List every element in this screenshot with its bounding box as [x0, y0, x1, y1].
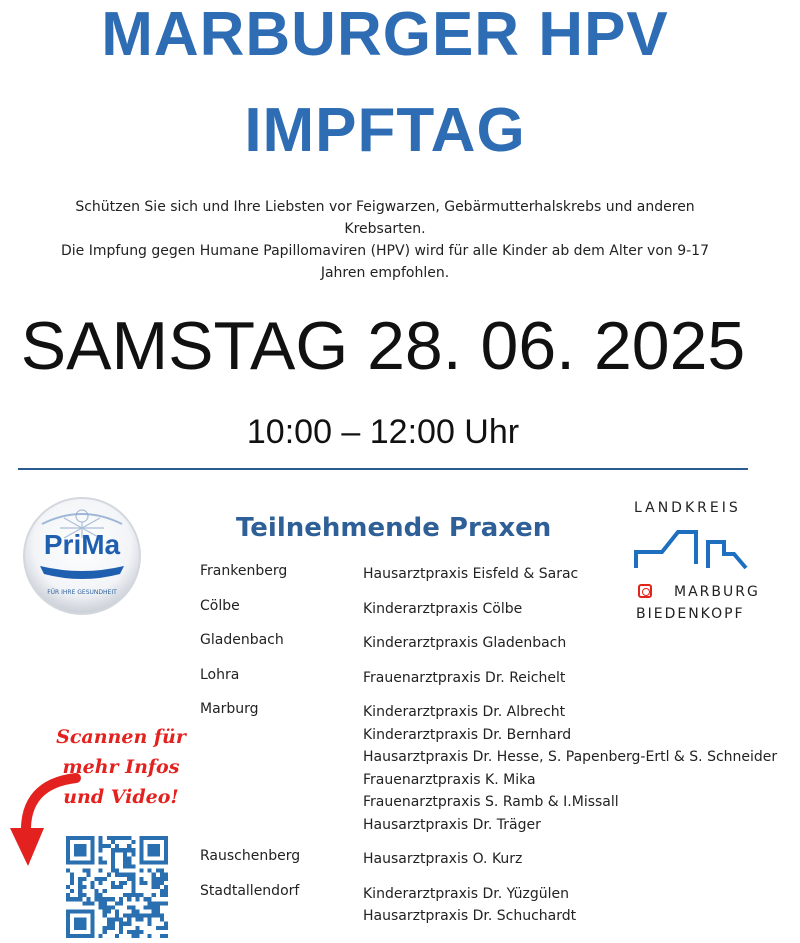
scan-line: mehr Infos [62, 756, 180, 778]
practice-name: Hausarztpraxis O. Kurz [363, 851, 523, 867]
practice-name: Hausarztpraxis Dr. Hesse, S. Papenberg-Ertl & S. Schneider [363, 749, 778, 765]
landkreis-skyline-icon [634, 526, 750, 572]
city-name: Gladenbach [200, 632, 284, 648]
practice-list [363, 563, 578, 586]
page-title-line1: MARBURGER HPV [101, 0, 669, 69]
practice-list [363, 883, 576, 928]
intro-line: Jahren empfohlen. [320, 265, 450, 281]
city-name: Marburg [200, 701, 259, 717]
scan-line: Scannen für [56, 726, 186, 748]
practice-name: Kinderarztpraxis Dr. Albrecht [363, 704, 566, 720]
practice-name: Frauenarztpraxis S. Ramb & I.Missall [363, 794, 619, 810]
qr-code[interactable] [66, 836, 168, 938]
landkreis-marburg: MARBURG [674, 584, 760, 600]
practice-list [363, 598, 522, 621]
city-name: Stadtallendorf [200, 882, 300, 899]
practice-name: Kinderarztpraxis Gladenbach [363, 635, 567, 651]
city-name: Lohra [200, 666, 240, 683]
intro-text [40, 196, 730, 284]
practice-name: Kinderarztpraxis Dr. Bernhard [363, 726, 572, 743]
practice-name: Frauenarztpraxis K. Mika [363, 771, 536, 788]
prima-logo-subtext: FÜR IHRE GESUNDHEIT [47, 589, 117, 596]
intro-line: Krebsarten. [344, 221, 426, 237]
practice-list [363, 632, 566, 655]
landkreis-logo [634, 500, 760, 626]
participants-title: Teilnehmende Praxen [236, 513, 552, 543]
page-title-line2: IMPFTAG [244, 96, 526, 165]
practice-list [363, 701, 777, 836]
practice-name: Hausarztpraxis Eisfeld & Sarac [363, 566, 579, 582]
intro-line: Die Impfung gegen Humane Papillomaviren (HPV) wird für alle Kinder ab dem Alter von 9-17 [61, 243, 709, 259]
practice-name: Kinderarztpraxis Cölbe [363, 600, 523, 617]
prima-logo [20, 494, 144, 618]
practice-list [363, 667, 565, 690]
practice-name: Kinderarztpraxis Dr. Yüzgülen [363, 885, 569, 902]
prima-logo-text: PriMa [43, 529, 121, 560]
practice-name: Frauenarztpraxis Dr. Reichelt [363, 669, 566, 686]
practice-name: Hausarztpraxis Dr. Schuchardt [363, 908, 577, 924]
event-time: 10:00 – 12:00 Uhr [246, 413, 520, 451]
intro-line: Schützen Sie sich und Ihre Liebsten vor Feigwarzen, Gebärmutterhalskrebs und anderen [75, 199, 695, 215]
divider-line [18, 468, 748, 470]
event-date: SAMSTAG 28. 06. 2025 [20, 308, 746, 384]
scan-line: und Video! [63, 786, 179, 808]
city-name: Rauschenberg [200, 848, 301, 864]
landkreis-top: LANDKREIS [634, 500, 741, 516]
landkreis-biedenkopf: BIEDENKOPF [636, 606, 745, 622]
marburg-box-icon [638, 584, 652, 598]
practice-list [363, 848, 522, 871]
city-name: Cölbe [200, 597, 240, 614]
city-name: Frankenberg [200, 563, 288, 579]
practice-name: Hausarztpraxis Dr. Träger [363, 816, 541, 833]
